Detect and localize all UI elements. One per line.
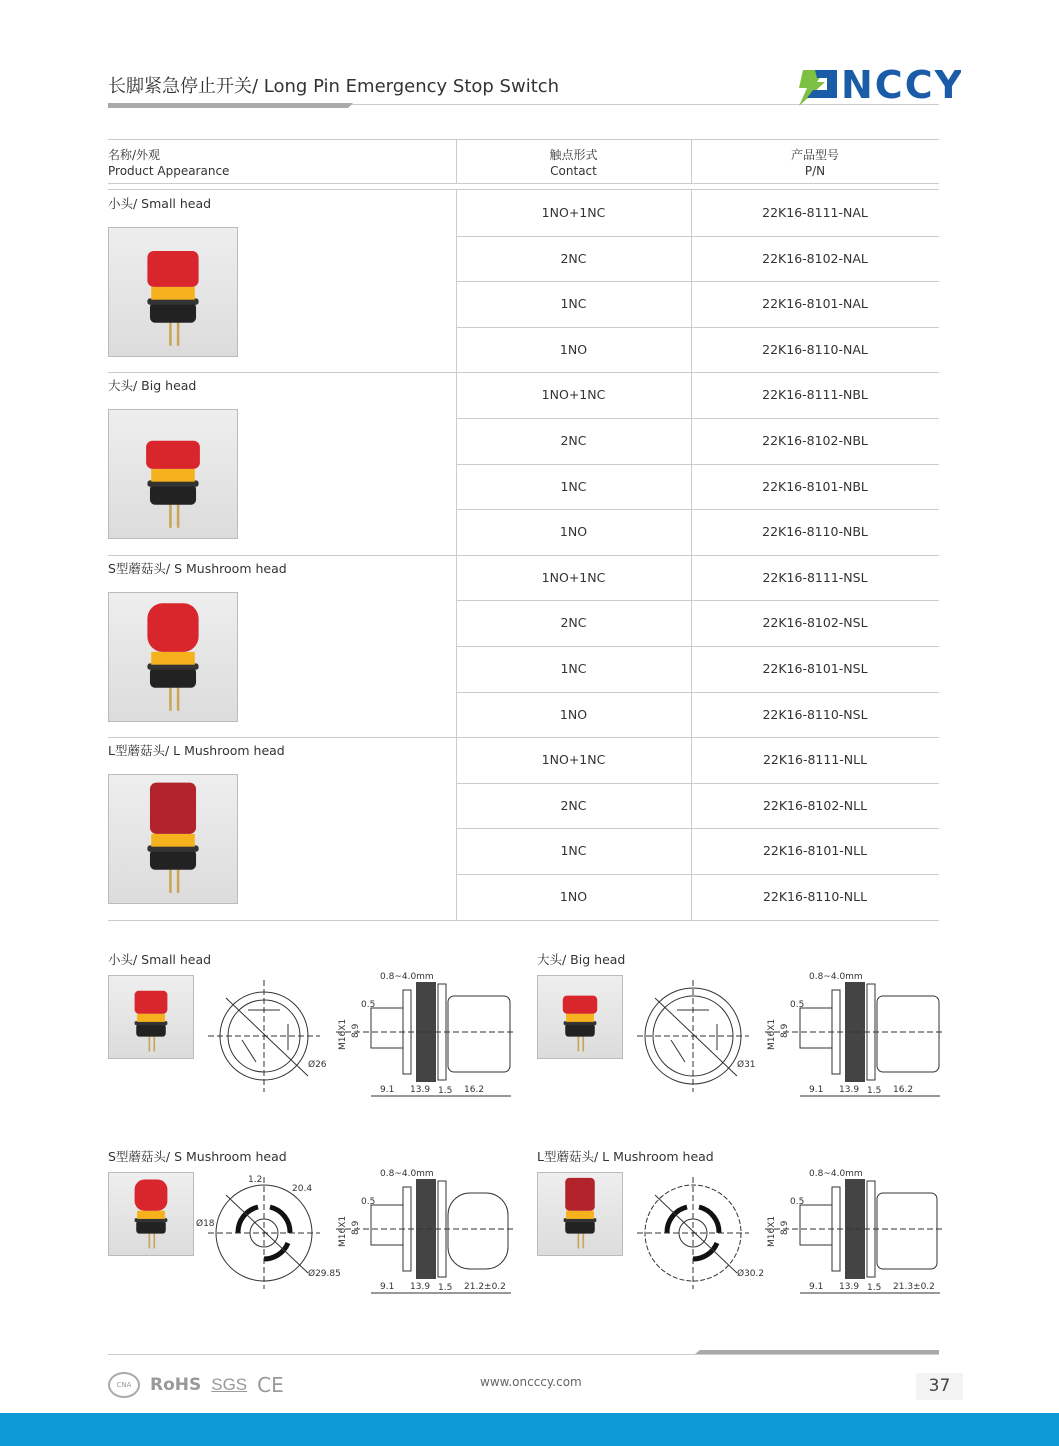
part-number-cell: 22K16-8111-NSL	[762, 569, 868, 585]
contact-cell: 1NO+1NC	[541, 569, 606, 585]
side-view-drawing	[765, 1175, 945, 1295]
section-label: 大头/ Big head	[108, 378, 197, 394]
onccy-logo	[795, 62, 961, 110]
diameter-label: Ø31	[737, 1060, 756, 1070]
dimension-label: 8.9	[780, 1023, 790, 1038]
table-top-border	[108, 139, 939, 140]
dimension-label: 13.9	[839, 1085, 860, 1095]
side-view-drawing	[765, 978, 945, 1098]
dimension-label: 0.5	[361, 1197, 376, 1207]
contact-cell: 1NO+1NC	[541, 205, 606, 220]
title-accent-bar	[108, 103, 353, 108]
certification-marks	[108, 1372, 284, 1398]
row-divider	[108, 372, 939, 373]
dimension-label: 8.9	[780, 1220, 790, 1235]
drawing-title: 大头/ Big head	[537, 952, 626, 967]
contact-cell: 1NO	[559, 706, 588, 722]
part-number-cell: 22K16-8102-NLL	[762, 797, 868, 813]
part-number-cell: 22K16-8101-NSL	[762, 661, 868, 676]
dimension-label: 0.5	[361, 1000, 376, 1010]
dimension-label: 1.5	[438, 1086, 453, 1096]
contact-cell: 2NC	[560, 433, 587, 448]
drawing-title: S型蘑菇头/ S Mushroom head	[108, 1149, 287, 1164]
cna-mark-icon: CNA	[108, 1372, 140, 1398]
front-view-drawing	[637, 980, 749, 1092]
diameter-label: Ø30.2	[737, 1269, 765, 1279]
contact-cell: 1NO	[559, 889, 588, 904]
row-divider	[456, 464, 939, 465]
sgs-mark: SGS	[211, 1375, 248, 1394]
dimension-label: 13.9	[410, 1282, 431, 1292]
row-divider	[456, 600, 939, 601]
website-link[interactable]: www.oncccy.com	[480, 1375, 582, 1389]
rohs-mark: RoHS	[150, 1375, 202, 1395]
part-number-cell: 22K16-8102-NSL	[762, 615, 868, 631]
thread-label: M16X1	[767, 1018, 777, 1050]
front-view-drawing	[208, 980, 320, 1092]
side-view-drawing	[336, 978, 516, 1098]
section-label: L型蘑菇头/ L Mushroom head	[108, 743, 285, 759]
part-number-cell: 22K16-8110-NSL	[762, 706, 868, 722]
row-divider	[108, 737, 939, 738]
contact-cell: 1NC	[560, 478, 587, 494]
dimension-label: 9.1	[380, 1282, 395, 1292]
product-photo	[108, 409, 238, 539]
row-divider	[456, 646, 939, 647]
dimension-label: 0.5	[790, 1197, 805, 1207]
svg-text:NCCY: NCCY	[841, 63, 961, 106]
row-divider	[108, 920, 939, 921]
ce-mark: CE	[257, 1373, 284, 1397]
contact-cell: 2NC	[560, 797, 587, 813]
contact-cell: 1NC	[560, 661, 587, 676]
header-appearance-zh: 名称/外观	[108, 148, 161, 162]
diameter-label: Ø26	[308, 1060, 327, 1070]
contact-cell: 1NC	[560, 296, 587, 312]
table-header-border-2	[108, 189, 939, 190]
footer-divider	[108, 1354, 939, 1355]
drawing-photo	[537, 975, 623, 1059]
contact-cell: 1NO	[559, 524, 588, 540]
row-divider	[108, 555, 939, 556]
thread-label: M16X1	[338, 1018, 348, 1050]
part-number-cell: 22K16-8111-NBL	[762, 387, 868, 403]
dimension-label: 21.3±0.2	[893, 1282, 935, 1292]
header-pn-en: P/N	[804, 164, 826, 178]
section-label: 小头/ Small head	[108, 196, 212, 211]
dimension-label: 13.9	[410, 1085, 431, 1095]
product-photo	[108, 774, 238, 904]
table-header-border	[108, 183, 939, 184]
dimension-label: 1.5	[867, 1283, 882, 1293]
page-title: 长脚紧急停止开关/ Long Pin Emergency Stop Switch	[108, 76, 560, 97]
dimension-label: 21.2±0.2	[464, 1282, 506, 1292]
footer-accent-bar	[695, 1350, 939, 1354]
row-divider	[456, 327, 939, 328]
row-divider	[456, 281, 939, 282]
product-photo	[108, 227, 238, 357]
part-number-cell: 22K16-8110-NAL	[762, 341, 868, 357]
dimension-label: 0.5	[790, 1000, 805, 1010]
dimension-label: 9.1	[380, 1085, 395, 1095]
drawing-photo	[108, 1172, 194, 1256]
contact-cell: 1NC	[560, 843, 587, 859]
drawing-photo	[537, 1172, 623, 1256]
diameter-label: Ø29.85	[308, 1269, 341, 1279]
front-view-drawing	[637, 1177, 749, 1289]
panel-thickness-label: 0.8~4.0mm	[809, 1169, 863, 1179]
part-number-cell: 22K16-8101-NBL	[762, 478, 868, 494]
dimension-label: 16.2	[464, 1085, 485, 1095]
part-number-cell: 22K16-8110-NBL	[762, 524, 868, 540]
product-photo	[108, 592, 238, 722]
drawing-title: L型蘑菇头/ L Mushroom head	[537, 1149, 714, 1164]
dimension-label: 9.1	[809, 1282, 824, 1292]
section-label: S型蘑菇头/ S Mushroom head	[108, 560, 287, 576]
thread-label: M16X1	[338, 1215, 348, 1247]
drawing-title: 小头/ Small head	[108, 952, 212, 967]
contact-cell: 1NO+1NC	[541, 387, 606, 403]
contact-cell: 1NO	[559, 341, 588, 357]
contact-cell: 2NC	[560, 250, 587, 266]
dimension-label: 9.1	[809, 1085, 824, 1095]
header-appearance-en: Product Appearance	[108, 164, 230, 178]
header-pn-zh: 产品型号	[790, 148, 839, 162]
part-number-cell: 22K16-8111-NAL	[762, 205, 868, 220]
footer-band	[0, 1413, 1059, 1446]
row-divider	[456, 828, 939, 829]
dimension-label: 8.9	[351, 1220, 361, 1235]
row-divider	[456, 874, 939, 875]
side-view-drawing	[336, 1175, 516, 1295]
row-divider	[456, 509, 939, 510]
part-number-cell: 22K16-8111-NLL	[762, 752, 868, 768]
header-contact-zh: 触点形式	[549, 148, 598, 162]
drawing-photo	[108, 975, 194, 1059]
part-number-cell: 22K16-8102-NBL	[762, 433, 868, 448]
dimension-label: 20.4	[292, 1184, 313, 1194]
part-number-cell: 22K16-8101-NAL	[762, 296, 868, 312]
row-divider	[456, 418, 939, 419]
part-number-cell: 22K16-8102-NAL	[762, 250, 868, 266]
dimension-label: 1.5	[867, 1086, 882, 1096]
dimension-label: 8.9	[351, 1023, 361, 1038]
diameter-label: Ø18	[196, 1219, 215, 1229]
row-divider	[456, 692, 939, 693]
contact-cell: 1NO+1NC	[541, 752, 606, 768]
contact-cell: 2NC	[560, 615, 587, 631]
header-contact-en: Contact	[550, 164, 597, 178]
dimension-label: 1.5	[438, 1283, 453, 1293]
part-number-cell: 22K16-8101-NLL	[762, 843, 868, 859]
row-divider	[456, 783, 939, 784]
thread-label: M16X1	[767, 1215, 777, 1247]
page-number: 37	[916, 1373, 963, 1400]
part-number-cell: 22K16-8110-NLL	[762, 889, 868, 904]
dimension-label: 1.2	[248, 1175, 263, 1185]
panel-thickness-label: 0.8~4.0mm	[809, 972, 863, 982]
row-divider	[456, 236, 939, 237]
dimension-label: 16.2	[893, 1085, 914, 1095]
panel-thickness-label: 0.8~4.0mm	[380, 1169, 434, 1179]
panel-thickness-label: 0.8~4.0mm	[380, 972, 434, 982]
dimension-label: 13.9	[839, 1282, 860, 1292]
